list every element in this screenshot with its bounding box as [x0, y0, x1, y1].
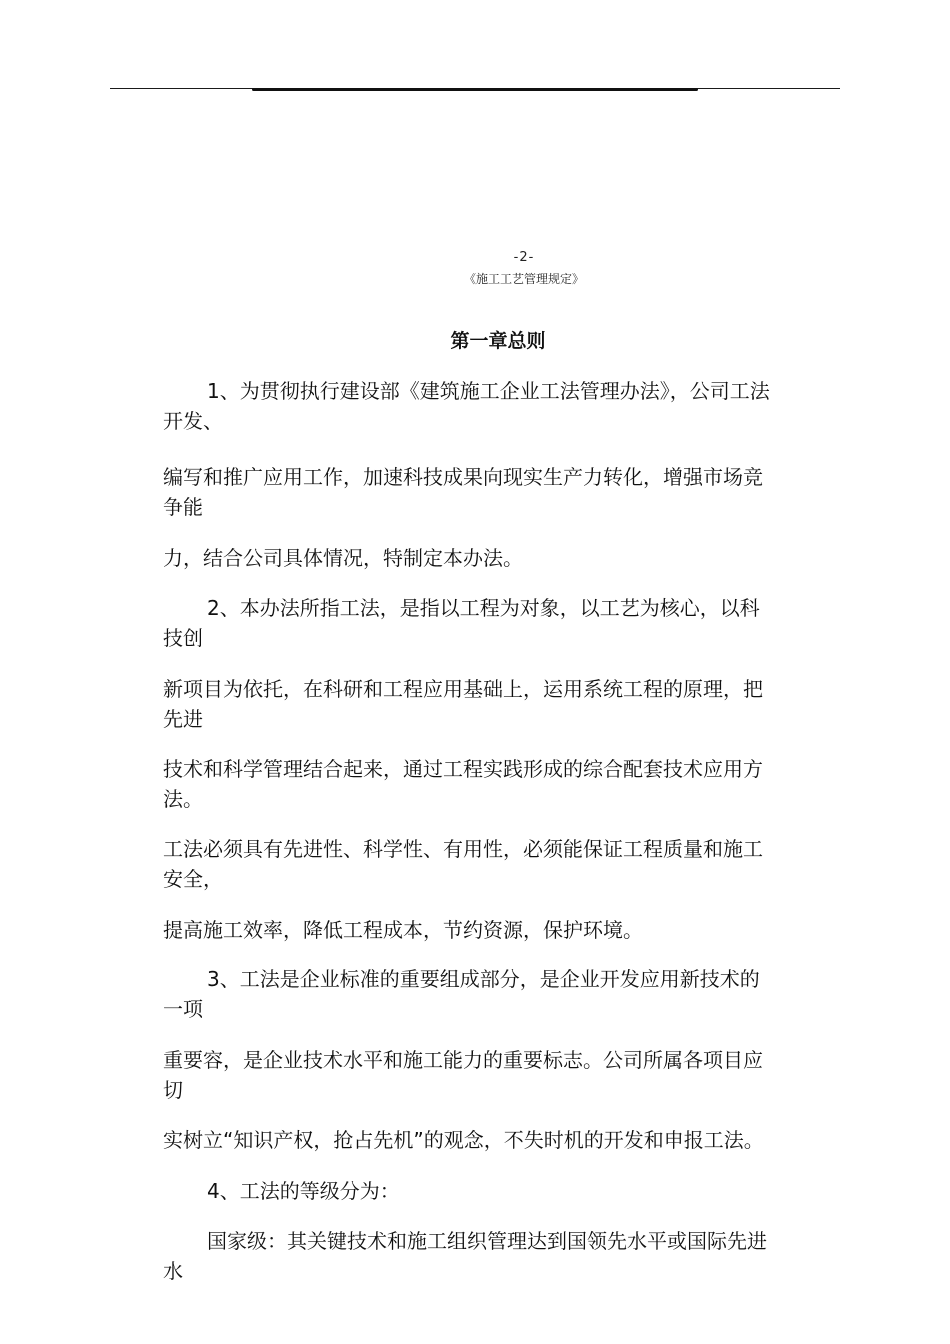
line-text: 技术和科学管理结合起来，通过工程实践形成的综合配套技术应用方	[163, 757, 763, 781]
paragraph-2-line-4	[163, 834, 853, 894]
line-text: 国家级：其关键技术和施工组织管理达到国领先水平或国际先进	[207, 1229, 767, 1253]
line-text: 2、本办法所指工法，是指以工程为对象，以工艺为核心，以科	[207, 596, 760, 620]
line-text: 新项目为依托，在科研和工程应用基础上，运用系统工程的原理，把	[163, 677, 763, 701]
paragraph-4-line-1	[207, 1176, 847, 1206]
line-continuation: 争能	[163, 495, 203, 519]
paragraph-4-line-2	[163, 1226, 847, 1286]
line-text: 力，结合公司具体情况，特制定本办法。	[163, 546, 523, 570]
line-text: 4、工法的等级分为：	[207, 1179, 400, 1203]
paragraph-2-line-2	[163, 674, 853, 734]
paragraph-2-line-3	[163, 754, 853, 814]
paragraph-1-line-2	[163, 462, 853, 522]
line-text: 1、为贯彻执行建设部《建筑施工企业工法管理办法》，公司工法	[207, 379, 770, 403]
page-number: -2-	[513, 250, 535, 265]
paragraph-1-line-1	[163, 376, 847, 436]
line-continuation: 法。	[163, 787, 203, 811]
line-continuation: 开发、	[163, 409, 223, 433]
line-continuation: 一项	[163, 997, 203, 1021]
line-text: 重要容，是企业技术水平和施工能力的重要标志。公司所属各项目应	[163, 1048, 763, 1072]
line-continuation: 水	[163, 1259, 183, 1283]
paragraph-2-line-1	[163, 593, 847, 653]
line-continuation: 技创	[163, 626, 203, 650]
chapter-title: 第一章总则	[450, 330, 546, 352]
line-text: 实树立“知识产权，抢占先机”的观念，不失时机的开发和申报工法。	[163, 1128, 764, 1152]
paragraph-1-line-3	[163, 543, 853, 573]
header-rule-accent	[252, 88, 698, 91]
line-text: 工法必须具有先进性、科学性、有用性，必须能保证工程质量和施工	[163, 837, 763, 861]
document-title: 《施工工艺管理规定》	[463, 272, 584, 286]
line-text: 3、工法是企业标准的重要组成部分，是企业开发应用新技术的	[207, 967, 760, 991]
paragraph-3-line-1	[163, 964, 847, 1024]
line-text: 编写和推广应用工作，加速科技成果向现实生产力转化，增强市场竞	[163, 465, 763, 489]
line-continuation: 先进	[163, 707, 203, 731]
paragraph-3-line-3	[163, 1125, 853, 1155]
paragraph-2-line-5	[163, 915, 853, 945]
paragraph-3-line-2	[163, 1045, 853, 1105]
line-continuation: 切	[163, 1078, 183, 1102]
line-continuation: 安全，	[163, 867, 223, 891]
line-text: 提高施工效率，降低工程成本，节约资源，保护环境。	[163, 918, 643, 942]
